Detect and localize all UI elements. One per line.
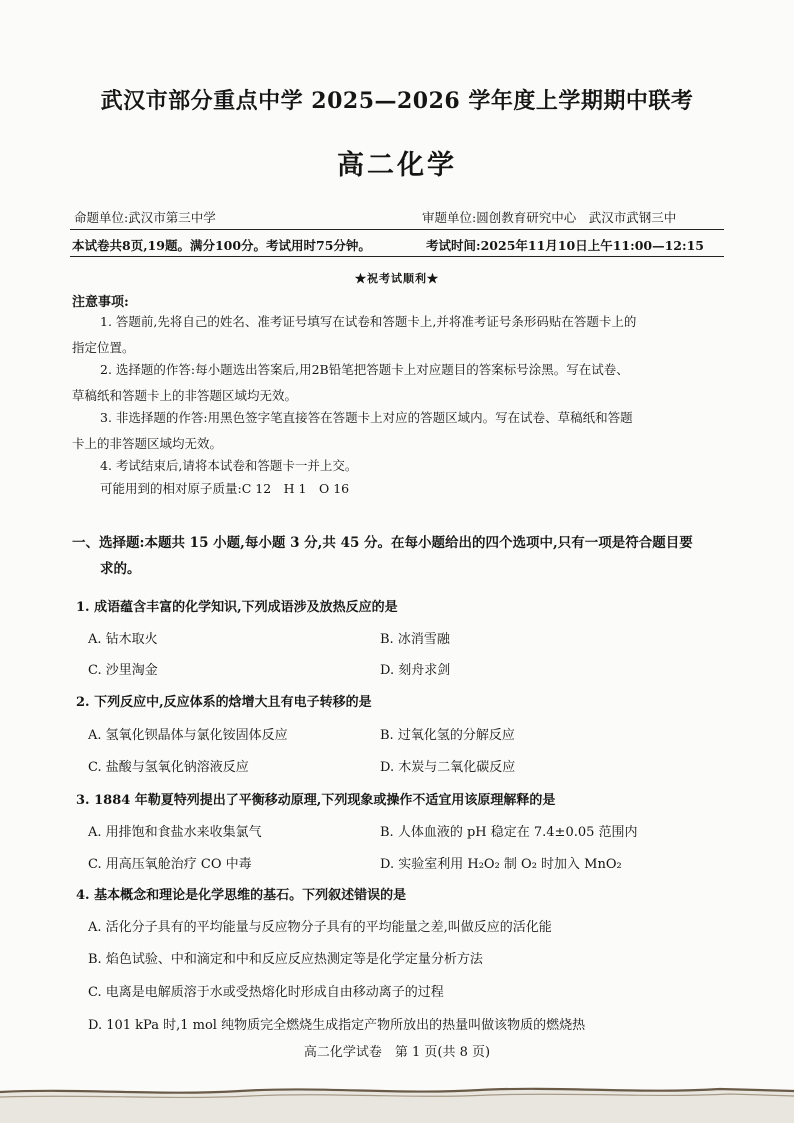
- question-3-option-d: D. 实验室利用 H₂O₂ 制 O₂ 时加入 MnO₂: [380, 857, 622, 872]
- question-4-option-b: B. 焰色试验、中和滴定和中和反应反应热测定等是化学定量分析方法: [88, 952, 483, 967]
- section-heading-line2: 求的。: [100, 561, 141, 577]
- question-1-option-c: C. 沙里淘金: [88, 663, 158, 678]
- question-1-stem: 1. 成语蕴含丰富的化学知识,下列成语涉及放热反应的是: [76, 600, 398, 615]
- notes-heading: 注意事项:: [72, 295, 129, 310]
- question-3-option-c: C. 用高压氧舱治疗 CO 中毒: [88, 857, 252, 872]
- paper-torn-edge: [0, 1080, 794, 1123]
- question-4-stem: 4. 基本概念和理论是化学思维的基石。下列叙述错误的是: [76, 888, 407, 903]
- note-2-line1: 2. 选择题的作答:每小题选出答案后,用2B铅笔把答题卡上对应题目的答案标号涂黑。写在试卷、: [100, 362, 629, 377]
- question-2-option-c: C. 盐酸与氢氧化钠溶液反应: [88, 760, 249, 775]
- note-1-line2: 指定位置。: [72, 340, 135, 355]
- subject-title: 高二化学: [337, 150, 457, 181]
- question-2-stem: 2. 下列反应中,反应体系的焓增大且有电子转移的是: [76, 695, 372, 710]
- question-2-option-d: D. 木炭与二氧化碳反应: [380, 760, 516, 775]
- blessing-text: ★祝考试顺利★: [355, 272, 439, 285]
- page-footer: 高二化学试卷 第 1 页(共 8 页): [303, 1045, 491, 1060]
- question-4-option-c: C. 电离是电解质溶于水或受热熔化时形成自由移动离子的过程: [88, 985, 444, 1000]
- section-heading-line1: 一、选择题:本题共 15 小题,每小题 3 分,共 45 分。在每小题给出的四个选项中,只有一项是符合题目要: [72, 535, 693, 551]
- question-2-option-b: B. 过氧化氢的分解反应: [380, 728, 515, 743]
- exam-title: 武汉市部分重点中学 2025—2026 学年度上学期期中联考: [100, 88, 694, 114]
- question-3-stem: 3. 1884 年勒夏特列提出了平衡移动原理,下列现象或操作不适宜用该原理解释的是: [76, 793, 556, 808]
- question-4-option-d: D. 101 kPa 时,1 mol 纯物质完全燃烧生成指定产物所放出的热量叫做该物质的燃烧热: [88, 1018, 586, 1033]
- header-rule-top: [70, 229, 724, 230]
- exam-time: 考试时间:2025年11月10日上午11:00—12:15: [426, 238, 705, 253]
- note-3-line2: 卡上的非答题区域均无效。: [72, 436, 223, 451]
- question-1-option-d: D. 刻舟求剑: [380, 663, 451, 678]
- note-2-line2: 草稿纸和答题卡上的非答题区域均无效。: [72, 388, 298, 403]
- question-3-option-b: B. 人体血液的 pH 稳定在 7.4±0.05 范围内: [380, 825, 638, 840]
- note-4-line1: 4. 考试结束后,请将本试卷和答题卡一并上交。: [100, 458, 358, 473]
- note-3-line1: 3. 非选择题的作答:用黑色签字笔直接答在答题卡上对应的答题区域内。写在试卷、草稿纸和答题: [100, 410, 633, 425]
- question-3-option-a: A. 用排饱和食盐水来收集氯气: [88, 825, 262, 840]
- atomic-masses: 可能用到的相对原子质量:C 12 H 1 O 16: [100, 481, 350, 496]
- exam-info: 本试卷共8页,19题。满分100分。考试用时75分钟。: [72, 238, 371, 253]
- question-1-option-b: B. 冰消雪融: [380, 632, 450, 647]
- question-1-option-a: A. 钻木取火: [88, 632, 158, 647]
- header-rule-bottom: [70, 256, 724, 257]
- reviewer-unit: 审题单位:圆创教育研究中心 武汉市武钢三中: [422, 210, 677, 225]
- note-1-line1: 1. 答题前,先将自己的姓名、准考证号填写在试卷和答题卡上,并将准考证号条形码贴在答题卡上的: [100, 314, 637, 329]
- question-4-option-a: A. 活化分子具有的平均能量与反应物分子具有的平均能量之差,叫做反应的活化能: [88, 920, 552, 935]
- question-2-option-a: A. 氢氧化钡晶体与氯化铵固体反应: [88, 728, 288, 743]
- setter-unit: 命题单位:武汉市第三中学: [74, 210, 216, 225]
